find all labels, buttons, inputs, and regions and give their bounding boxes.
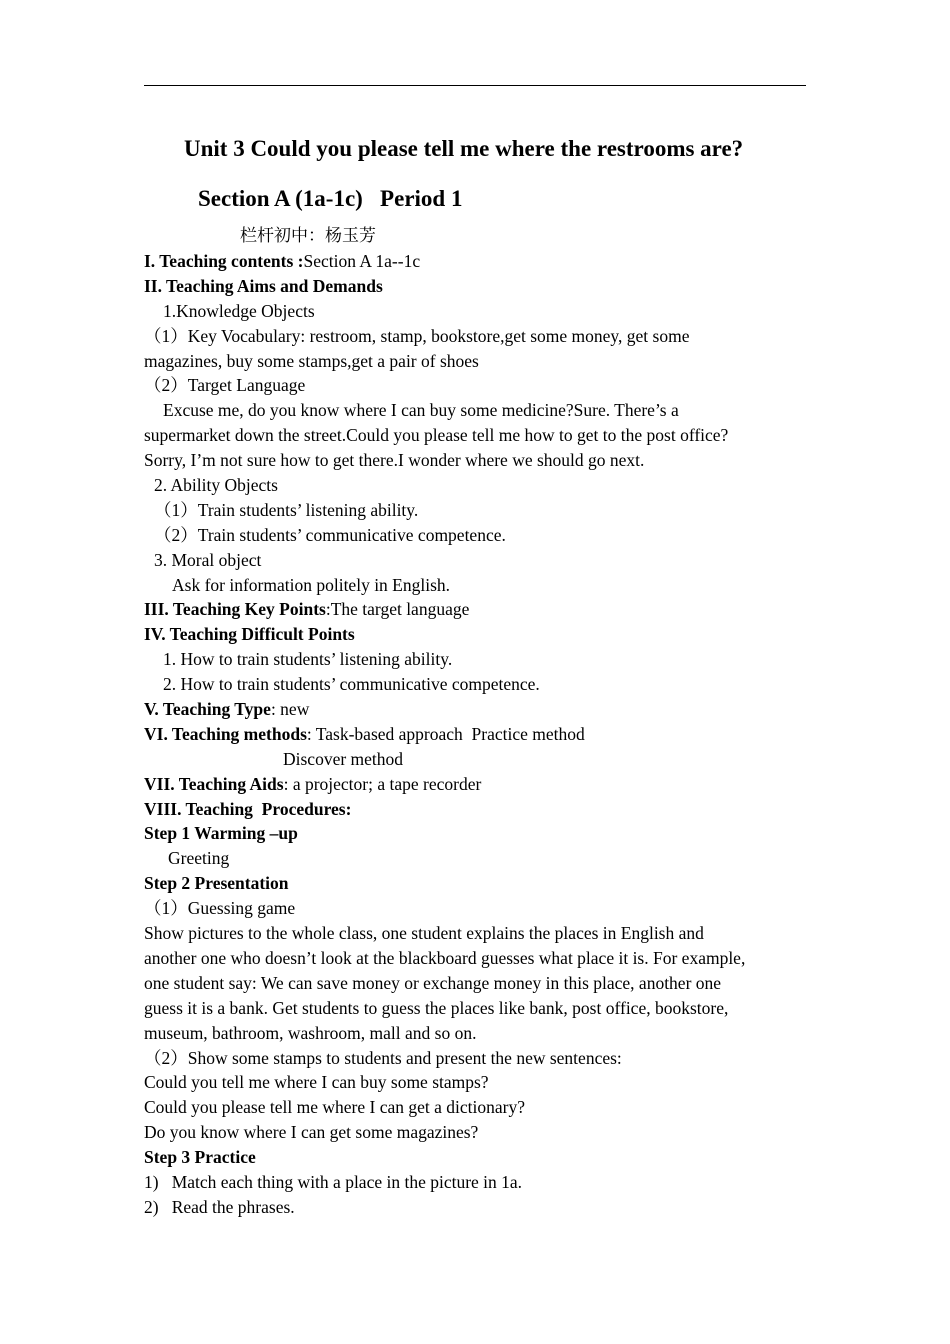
moral-line-1: Ask for information politely in English. [172,574,451,595]
key-points [144,597,808,622]
teaching-type [144,697,808,722]
moral-heading: 3. Moral object [154,549,262,570]
step3-line-2: 2) Read the phrases. [144,1196,295,1217]
teaching-contents [144,249,808,274]
step2-sentence-3: Do you know where I can get some magazines? [144,1122,479,1143]
teaching-methods [144,722,808,747]
author-line: 栏杆初中：杨玉芳 [240,226,376,246]
step1-line-1: Greeting [168,848,230,869]
section-value: : Task-based approach Practice method [306,723,585,744]
knowledge-heading: 1.Knowledge Objects [163,300,315,321]
section-label: VI. Teaching methods [144,723,307,744]
target-line-3: Sorry, I’m not sure how to get there.I wonder where we should go next. [144,450,645,471]
vocab-line-2: magazines, buy some stamps,get a pair of shoes [144,350,479,371]
target-heading: （2）Target Language [144,375,306,396]
ability-line-2: （2）Train students’ communicative competence. [154,524,506,545]
section-value: : a projector; a tape recorder [283,773,482,794]
step2-para-4: guess it is a bank. Get students to guess the places like bank, post office, bookstore, [144,997,729,1018]
step2-para-2: another one who doesn’t look at the blackboard guesses what place it is. For example, [144,947,746,968]
ability-line-1: （1）Train students’ listening ability. [154,499,419,520]
step2-sentence-2: Could you please tell me where I can get a dictionary? [144,1097,525,1118]
procedures-heading: VIII. Teaching Procedures: [144,798,352,819]
step2-line-2: （2）Show some stamps to students and present the new sentences: [144,1047,622,1068]
difficult-line-2: 2. How to train students’ communicative competence. [163,674,540,695]
section-label: VII. Teaching Aids [144,773,284,794]
difficult-heading: IV. Teaching Difficult Points [144,624,355,645]
header-rule [144,85,806,86]
section-label: V. Teaching Type [144,699,271,720]
step3-line-1: 1) Match each thing with a place in the picture in 1a. [144,1171,523,1192]
section-label: III. Teaching Key Points [144,599,326,620]
teaching-aids [144,772,808,797]
document-body [144,249,808,1220]
section-label: I. Teaching contents : [144,251,304,271]
step2-heading: Step 2 Presentation [144,873,289,894]
page-subtitle: Section A (1a-1c) Period 1 [198,186,463,211]
aims-heading: II. Teaching Aims and Demands [144,275,383,296]
step2-line-1: （1）Guessing game [144,898,296,919]
target-line-1: Excuse me, do you know where I can buy some medicine?Sure. There’s a [163,400,679,421]
section-value: :The target language [325,599,470,620]
page-title: Unit 3 Could you please tell me where the restrooms are? [184,136,744,161]
teaching-methods-2: Discover method [283,748,404,769]
section-value: Section A 1a--1c [303,251,421,271]
section-value: : new [270,699,310,720]
target-line-2: supermarket down the street.Could you please tell me how to get to the post office? [144,425,729,446]
difficult-line-1: 1. How to train students’ listening ability. [163,649,453,670]
step2-para-5: museum, bathroom, washroom, mall and so on. [144,1022,477,1043]
step2-para-3: one student say: We can save money or exchange money in this place, another one [144,972,722,993]
ability-heading: 2. Ability Objects [154,475,278,496]
step2-para-1: Show pictures to the whole class, one student explains the places in English and [144,923,704,944]
step1-heading: Step 1 Warming –up [144,823,298,844]
step2-sentence-1: Could you tell me where I can buy some stamps? [144,1072,489,1093]
step3-heading: Step 3 Practice [144,1147,256,1168]
vocab-line-1: （1）Key Vocabulary: restroom, stamp, bookstore,get some money, get some [144,325,690,346]
